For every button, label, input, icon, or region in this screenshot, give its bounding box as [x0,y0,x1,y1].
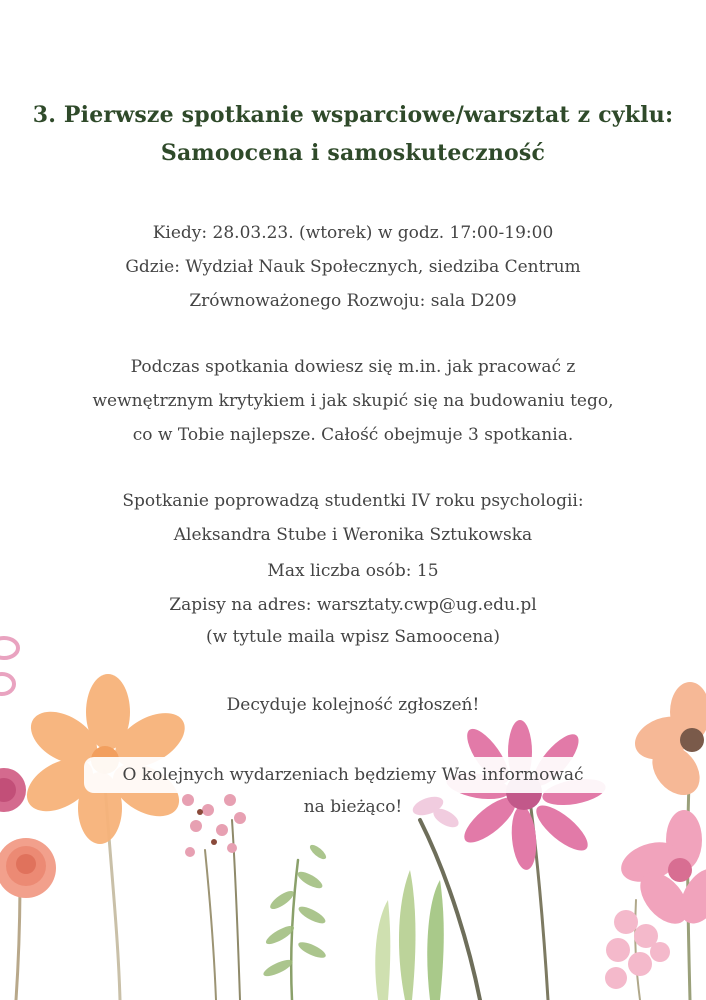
where-line-2: Zrównoważonego Rozwoju: sala D209 [189,291,517,311]
coral-rose [0,838,56,898]
tall-leaves [375,870,444,1000]
fern-leaves [261,843,328,980]
order-notice: Decyduje kolejność zgłoszeń! [226,695,480,715]
title-line-1: 3. Pierwsze spotkanie wsparciowe/warsztat z cyklu: [32,102,674,128]
hosts-line-2: Aleksandra Stube i Weronika Sztukowska [173,525,533,545]
title-line-2: Samoocena i samoskuteczność [160,140,546,166]
signup-email[interactable]: Zapisy na adres: warsztaty.cwp@ug.edu.pl [169,595,537,615]
description-line-2: wewnętrznym krytykiem i jak skupić się na budowaniu tego, [92,391,614,411]
footer-line-1: O kolejnych wydarzeniach będziemy Was informować [122,765,584,785]
hosts-line-1: Spotkanie poprowadzą studentki IV roku psychologii: [122,491,584,511]
when-line: Kiedy: 28.03.23. (wtorek) w godz. 17:00-19:00 [152,223,554,243]
description-line-3: co w Tobie najlepsze. Całość obejmuje 3 spotkania. [132,425,574,445]
max-participants: Max liczba osób: 15 [267,561,439,581]
description-line-1: Podczas spotkania dowiesz się m.in. jak pracować z [130,357,576,377]
where-line-1: Gdzie: Wydział Nauk Społecznych, siedziba Centrum [125,257,581,277]
event-title [0,96,706,172]
footer-line-2: na bieżąco! [303,797,403,817]
signup-note: (w tytule maila wpisz Samoocena) [206,627,500,647]
